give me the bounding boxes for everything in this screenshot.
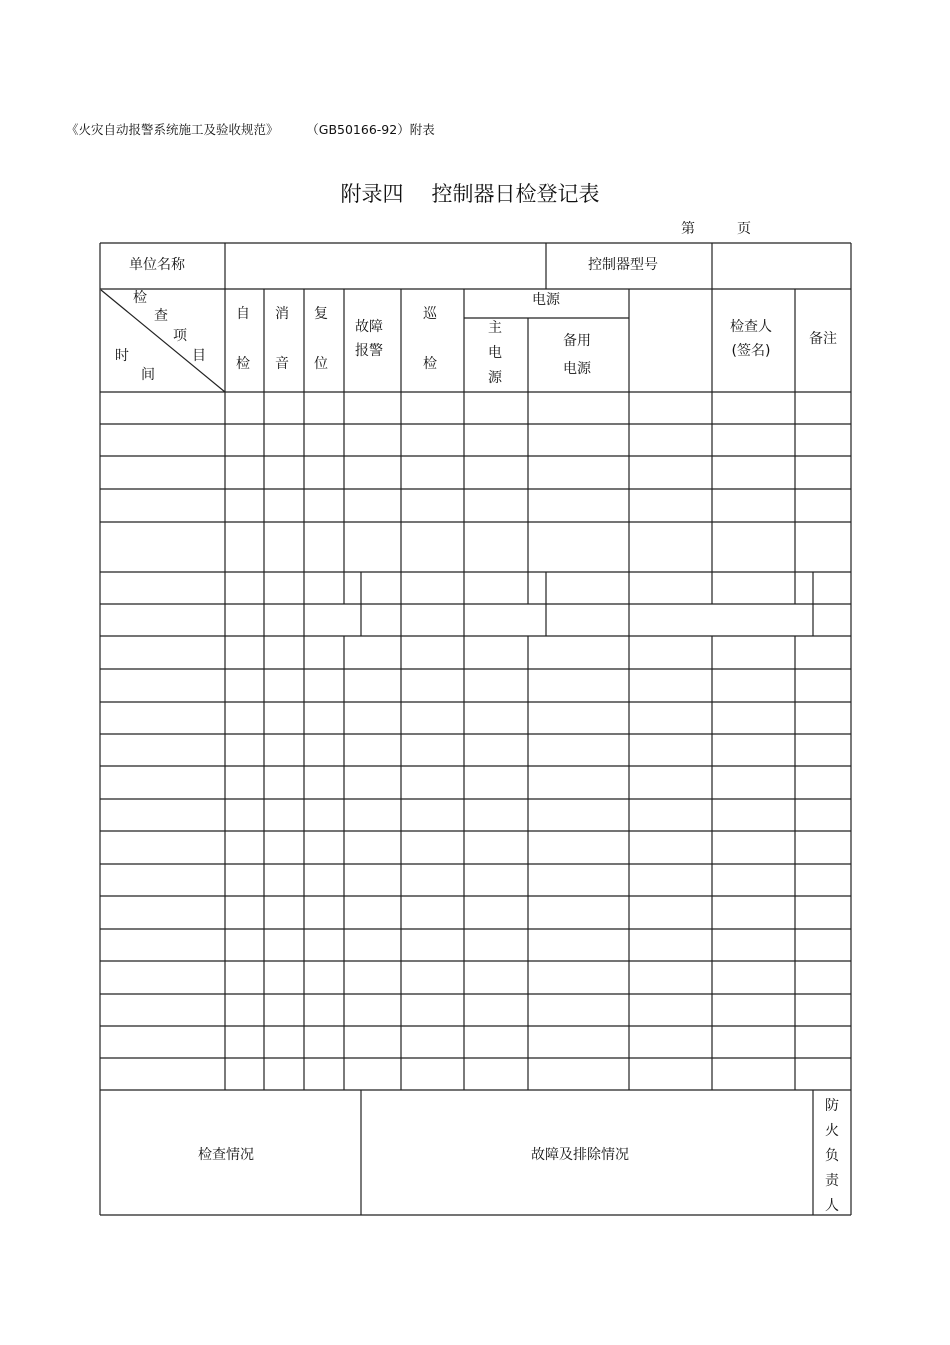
col-inspector-2: (签名) <box>731 343 771 359</box>
page-suffix: 页 <box>737 221 751 237</box>
col-remarks: 备注 <box>809 331 837 347</box>
fire-officer-2: 火 <box>825 1123 839 1139</box>
diag-item-2: 目 <box>192 348 206 364</box>
fault-handling-label: 故障及排除情况 <box>531 1147 629 1163</box>
col-patrol-1: 巡 <box>423 306 437 322</box>
col-silence-2: 音 <box>275 356 289 372</box>
diag-check-2: 查 <box>154 308 168 324</box>
diag-check-1: 检 <box>133 290 147 306</box>
form-title: 控制器日检登记表 <box>431 182 600 206</box>
col-main-power-1: 主 <box>488 320 502 336</box>
fire-officer-5: 人 <box>825 1198 839 1214</box>
standard-title: 《火灾自动报警系统施工及验收规范》 <box>66 122 279 137</box>
col-backup-power-1: 备用 <box>563 333 591 349</box>
col-fault-alarm-2: 报警 <box>355 343 383 359</box>
col-backup-power-2: 电源 <box>563 361 591 377</box>
col-silence-1: 消 <box>275 306 289 322</box>
controller-model-label: 控制器型号 <box>588 257 658 273</box>
col-self-test-2: 检 <box>236 356 250 372</box>
diag-time-2: 间 <box>141 367 155 383</box>
col-reset-2: 位 <box>314 356 328 372</box>
diag-time-1: 时 <box>115 348 129 364</box>
diag-item-1: 项 <box>173 328 187 344</box>
fire-officer-4: 责 <box>825 1173 839 1189</box>
col-main-power-3: 源 <box>488 370 502 386</box>
col-reset-1: 复 <box>314 306 328 322</box>
standard-code: （GB50166-92）附表 <box>312 122 435 137</box>
appendix-number: 附录四 <box>340 182 404 206</box>
col-fault-alarm-1: 故障 <box>355 319 383 335</box>
col-inspector-1: 检查人 <box>730 319 772 335</box>
col-patrol-2: 检 <box>423 356 437 372</box>
col-main-power-2: 电 <box>488 345 502 361</box>
page-prefix: 第 <box>681 221 695 237</box>
col-power: 电源 <box>532 292 560 308</box>
unit-name-label: 单位名称 <box>129 257 185 273</box>
fire-officer-3: 负 <box>825 1148 839 1164</box>
fire-officer-1: 防 <box>825 1098 839 1114</box>
check-status-label: 检查情况 <box>198 1147 254 1163</box>
col-self-test-1: 自 <box>236 306 250 322</box>
